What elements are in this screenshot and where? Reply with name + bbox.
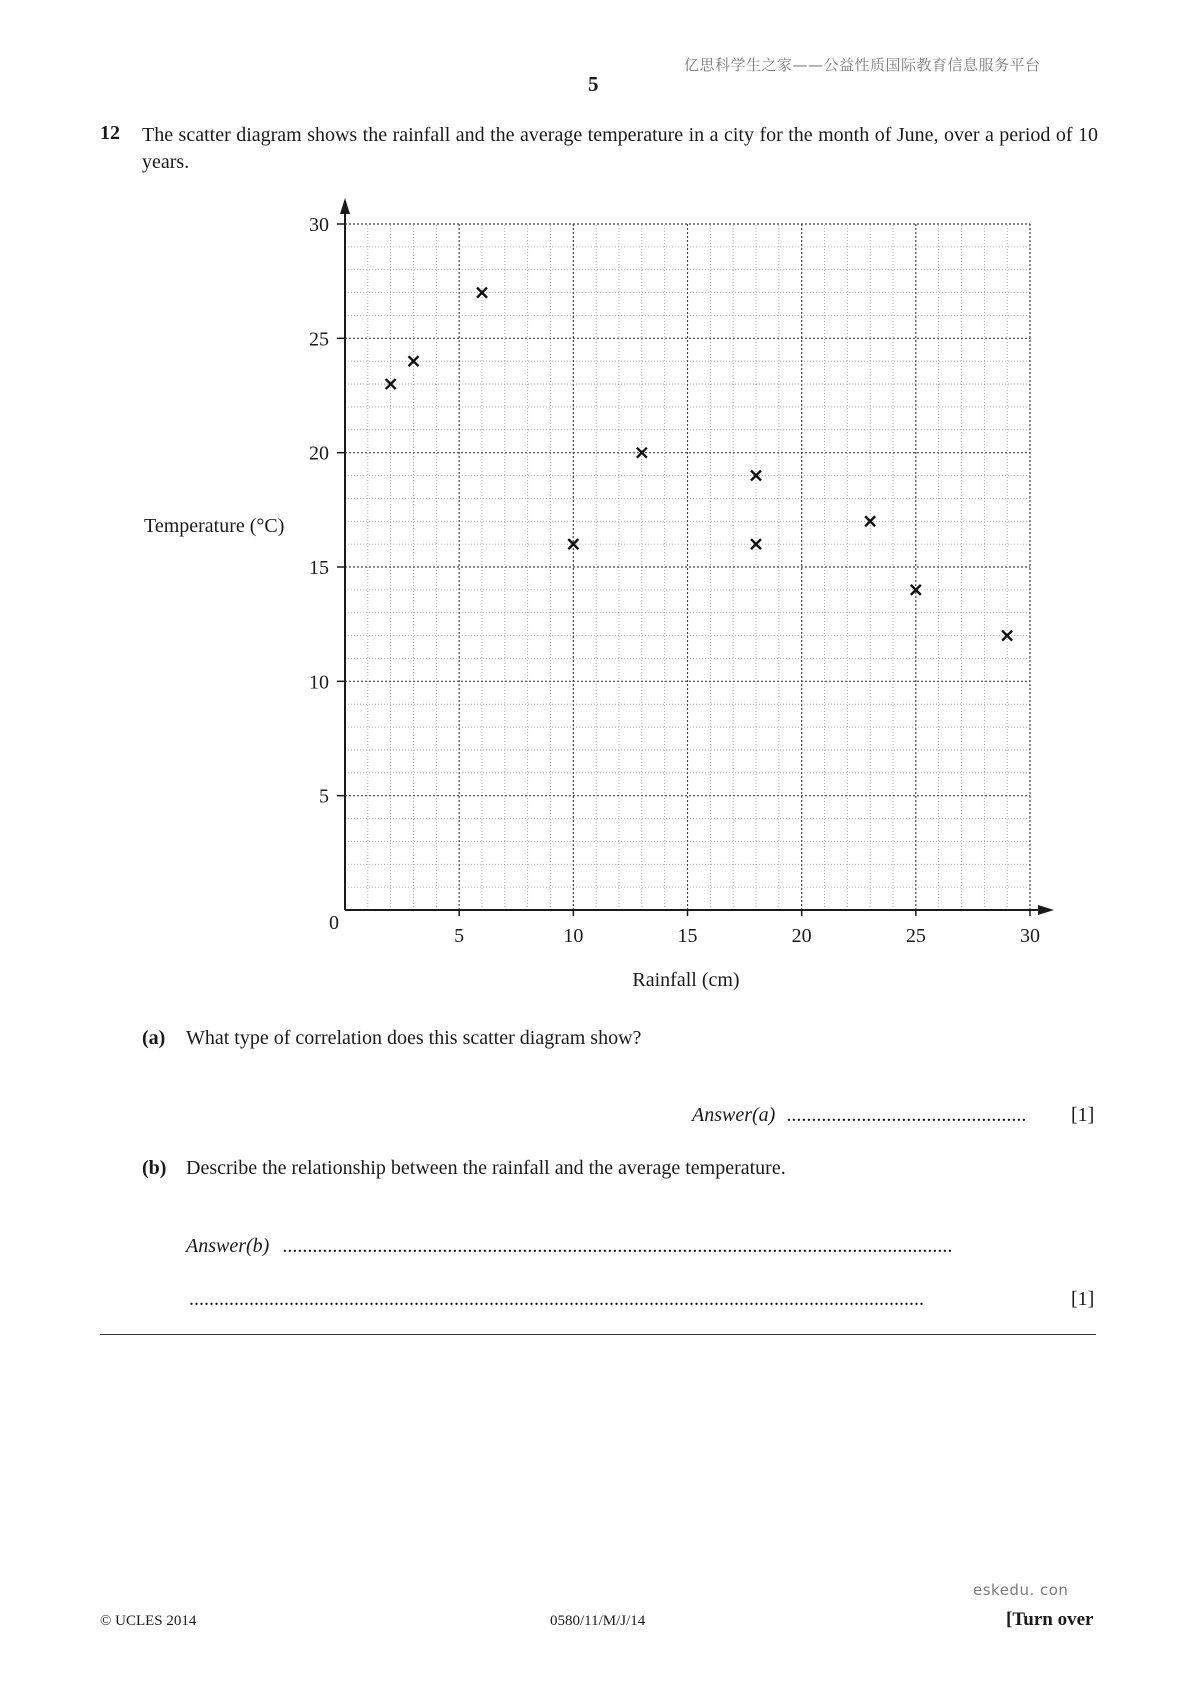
- x-axis-arrow: [1038, 905, 1054, 915]
- x-tick-label: 15: [677, 925, 698, 947]
- answer-b-label: Answer(b): [186, 1235, 270, 1257]
- data-point: [477, 288, 487, 298]
- page-number: 5: [588, 72, 599, 96]
- y-tick-label: 25: [309, 328, 329, 351]
- x-tick-label: 5: [454, 925, 465, 947]
- answer-b-line-1[interactable]: [186, 1235, 952, 1258]
- section-divider: [100, 1334, 1096, 1335]
- part-a-text: What type of correlation does this scatter diagram show?: [186, 1027, 642, 1049]
- ticks: [309, 214, 1040, 947]
- answer-a-label: Answer(a): [692, 1104, 776, 1126]
- answer-a-line[interactable]: [692, 1104, 1026, 1127]
- y-axis-arrow: [340, 198, 350, 214]
- y-tick-label: 20: [309, 442, 329, 465]
- grid-minor: [345, 224, 1030, 910]
- x-tick-label: 10: [563, 925, 584, 947]
- answer-a-dots[interactable]: ................................................: [786, 1104, 1027, 1126]
- y-tick-label: 15: [309, 557, 329, 579]
- question-number: 12: [100, 122, 120, 144]
- footer-watermark: eskedu. con: [973, 1581, 1069, 1599]
- x-tick-label: 25: [905, 925, 926, 947]
- part-a-label: (a): [142, 1027, 166, 1049]
- origin-label: 0: [329, 912, 339, 934]
- part-b-marks: [1]: [1071, 1288, 1095, 1310]
- footer-code: 0580/11/M/J/14: [550, 1613, 646, 1629]
- axes: [340, 198, 1054, 915]
- x-tick-label: 30: [1020, 925, 1040, 947]
- footer-copyright: © UCLES 2014: [100, 1613, 197, 1629]
- data-points: [386, 288, 1013, 641]
- x-axis-label: Rainfall (cm): [632, 969, 740, 991]
- grid-major: [345, 224, 1030, 910]
- part-b-label: (b): [142, 1157, 167, 1179]
- answer-b-dots-1[interactable]: ......................................................................................................................................: [282, 1235, 953, 1257]
- turn-over: [Turn over: [1006, 1609, 1094, 1630]
- part-a-marks: [1]: [1071, 1104, 1095, 1126]
- part-b-text: Describe the relationship between the rainfall and the average temperature.: [186, 1157, 786, 1179]
- y-tick-label: 5: [319, 785, 329, 808]
- y-tick-label: 30: [309, 214, 329, 236]
- question-text: The scatter diagram shows the rainfall and the average temperature in a city for the month of June, over a period of 10 years.: [142, 124, 1098, 173]
- y-axis-label: Temperature (°C): [144, 515, 285, 537]
- x-tick-label: 20: [791, 925, 812, 947]
- answer-b-line-2[interactable]: [189, 1288, 924, 1311]
- header-watermark: 亿思科学生之家——公益性质国际教育信息服务平台: [684, 56, 1041, 74]
- y-tick-label: 10: [309, 671, 329, 694]
- answer-b-dots-2[interactable]: ...................................................................................................................................................: [189, 1288, 924, 1310]
